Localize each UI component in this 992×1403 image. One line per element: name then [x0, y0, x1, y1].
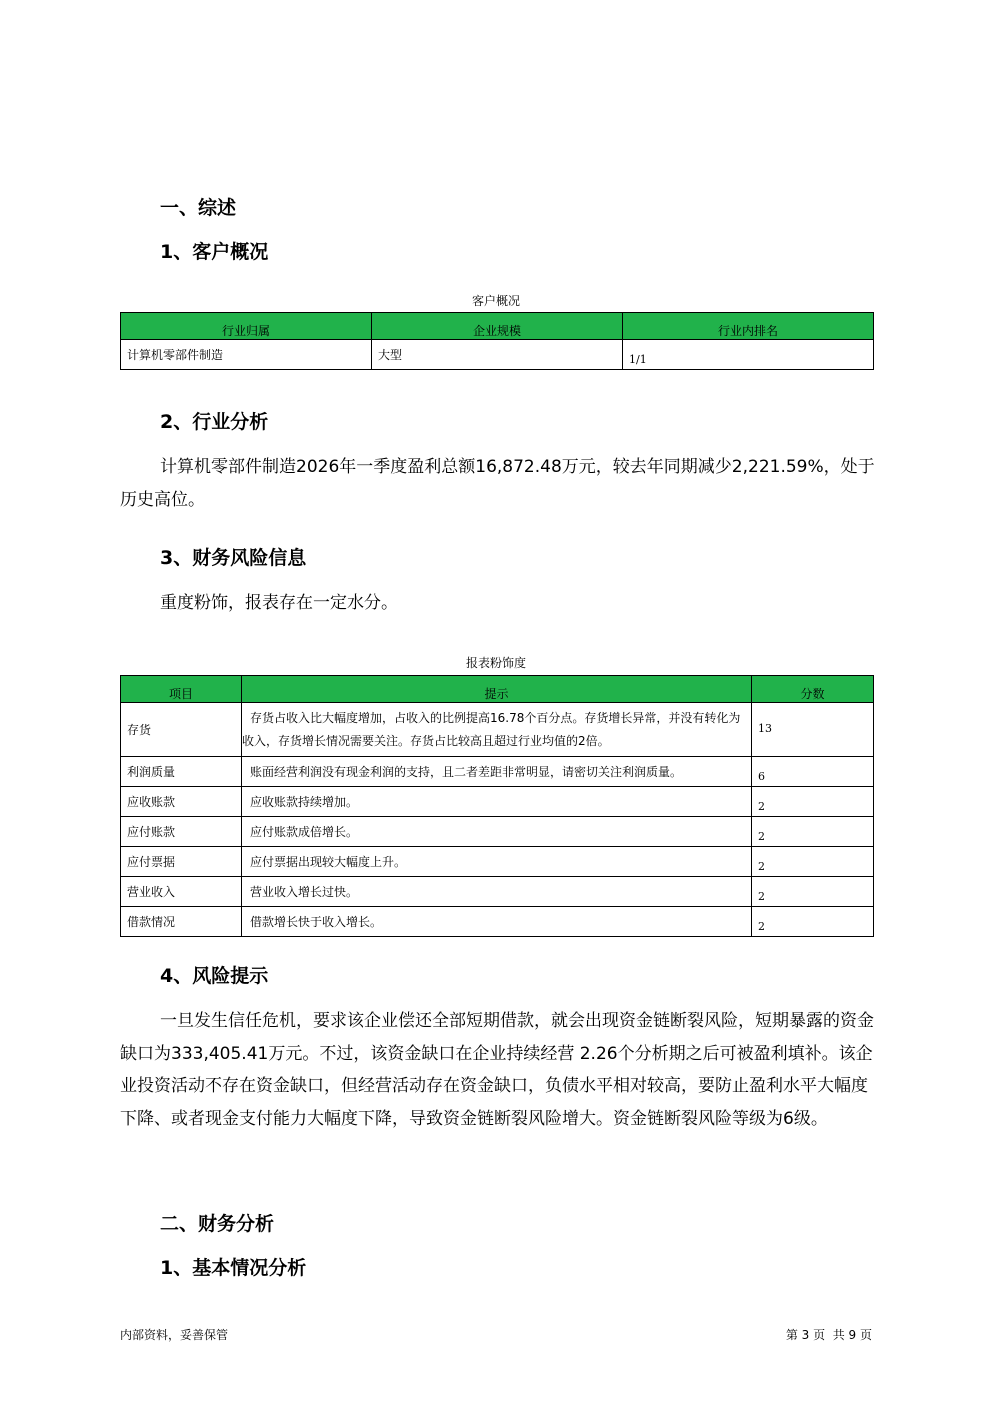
cell-score: 2 [752, 817, 874, 847]
subheading-basic-analysis: 1、基本情况分析 [160, 1257, 307, 1279]
page-number: 第 3 页 共 9 页 [785, 1328, 872, 1342]
subheading-customer-overview: 1、客户概况 [160, 241, 269, 263]
header-rank: 行业内排名 [623, 313, 874, 340]
header-item: 项目 [121, 676, 242, 703]
cell-hint: 账面经营利润没有现金利润的支持，且二者差距非常明显，请密切关注利润质量。 [242, 757, 752, 787]
table-row [121, 877, 874, 907]
header-scale: 企业规模 [372, 313, 623, 340]
cell-item: 利润质量 [121, 757, 242, 787]
whitewash-table [120, 675, 874, 937]
cell-score: 2 [752, 847, 874, 877]
footer-confidential: 内部资料，妥善保管 [120, 1328, 229, 1342]
table-row [121, 907, 874, 937]
financial-risk-text: 重度粉饰，报表存在一定水分。 [160, 593, 398, 613]
cell-score: 2 [752, 907, 874, 937]
industry-analysis-text: 计算机零部件制造2026年一季度盈利总额16,872.48万元，较去年同期减少2,221.59%，处于历史高位。 [120, 457, 875, 510]
cell-item: 应付票据 [121, 847, 242, 877]
header-industry: 行业归属 [121, 313, 372, 340]
table-row [121, 757, 874, 787]
cell-item: 营业收入 [121, 877, 242, 907]
cell-hint: 营业收入增长过快。 [242, 877, 752, 907]
section-heading-overview: 一、综述 [160, 197, 237, 219]
cell-hint: 应付账款成倍增长。 [242, 817, 752, 847]
risk-tip-text: 一旦发生信任危机，要求该企业偿还全部短期借款，就会出现资金链断裂风险，短期暴露的资金缺口为333,405.41万元。不过，该资金缺口在企业持续经营 2.26个分析期之后可被盈利填补。该企业投资活动不存在资金缺口，但经营活动存在资金缺口，负债水平相对较高，要防止盈利水平大幅度下降、或者现金支付能力大幅度下降，导致资金链断裂风险增大。资金链断裂风险等级为6级。 [120, 1011, 874, 1129]
cell-score: 13 [752, 703, 874, 757]
cell-score: 2 [752, 787, 874, 817]
subheading-industry-analysis: 2、行业分析 [160, 411, 269, 433]
table-header-row [121, 676, 874, 703]
cell-score: 2 [752, 877, 874, 907]
cell-hint: 存货占收入比大幅度增加，占收入的比例提高16.78个百分点。存货增长异常，并没有转化为收入，存货增长情况需要关注。存货占比较高且超过行业均值的2倍。 [242, 703, 752, 757]
cell-item: 应收账款 [121, 787, 242, 817]
table-header-row [121, 313, 874, 340]
subheading-risk-tip: 4、风险提示 [160, 965, 269, 987]
section-heading-financial-analysis: 二、财务分析 [160, 1213, 275, 1235]
header-score: 分数 [752, 676, 874, 703]
table-row [121, 787, 874, 817]
cell-item: 借款情况 [121, 907, 242, 937]
table-row [121, 817, 874, 847]
cell-score: 6 [752, 757, 874, 787]
whitewash-table-caption: 报表粉饰度 [465, 656, 526, 670]
cell-scale: 大型 [372, 340, 623, 370]
cell-hint: 应收账款持续增加。 [242, 787, 752, 817]
cell-industry: 计算机零部件制造 [121, 340, 372, 370]
cell-item: 应付账款 [121, 817, 242, 847]
header-hint: 提示 [242, 676, 752, 703]
cell-item: 存货 [121, 703, 242, 757]
customer-table [120, 312, 874, 370]
customer-table-caption: 客户概况 [471, 294, 520, 308]
subheading-financial-risk: 3、财务风险信息 [160, 547, 307, 569]
cell-rank: 1/1 [623, 340, 874, 370]
table-row [121, 847, 874, 877]
table-row [121, 340, 874, 370]
table-row [121, 703, 874, 757]
cell-hint: 应付票据出现较大幅度上升。 [242, 847, 752, 877]
cell-hint: 借款增长快于收入增长。 [242, 907, 752, 937]
